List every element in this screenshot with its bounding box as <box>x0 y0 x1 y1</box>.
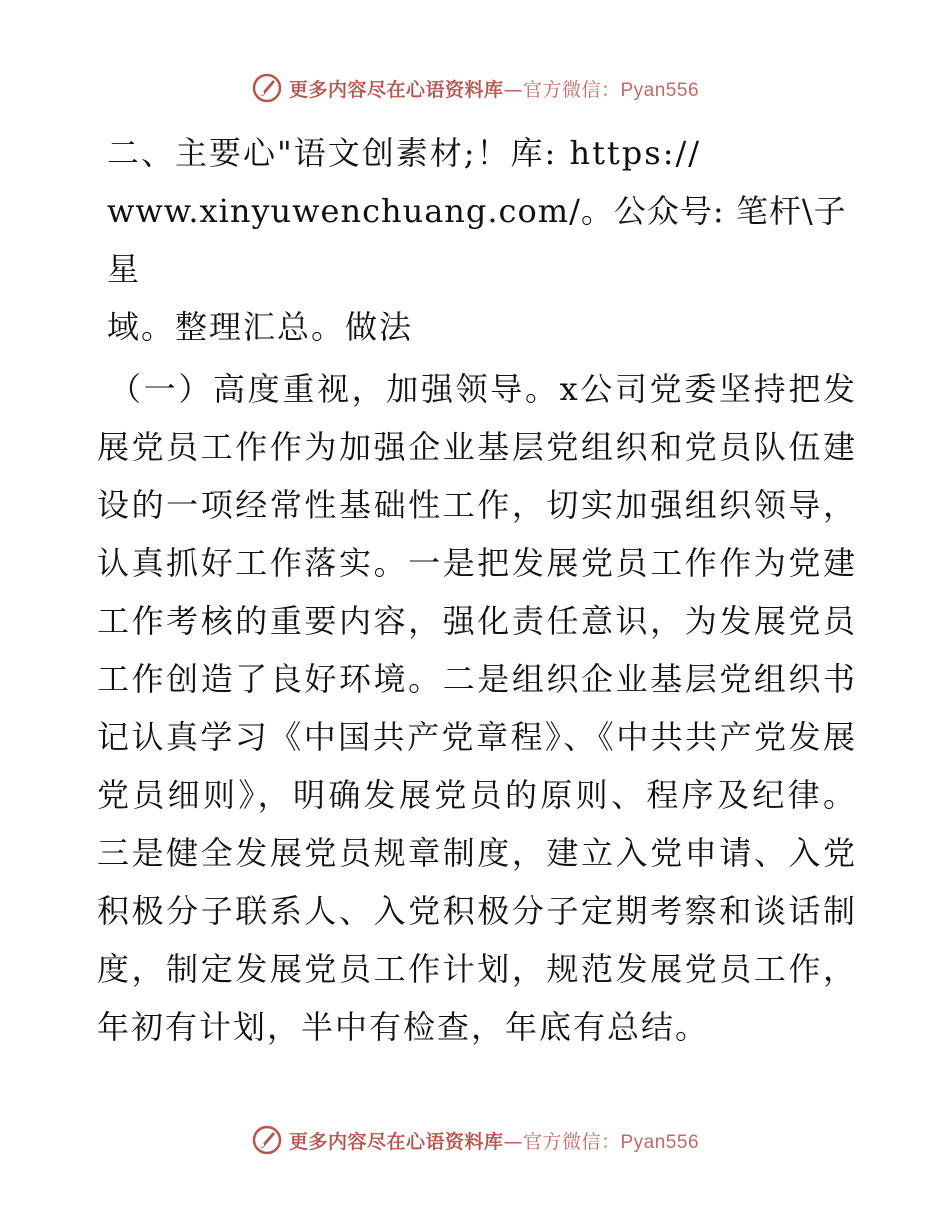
watermark-wechat: 官方微信：Pyan556 <box>523 79 700 101</box>
heading-line-3: 域。整理汇总。做法 <box>107 308 414 346</box>
document-body <box>97 124 857 1056</box>
watermark-main: 更多内容尽在心语资料库 <box>288 78 504 101</box>
heading-line-1: 二、主要心"语文创素材;！库: https:// <box>107 134 702 172</box>
watermark-banner-top <box>0 72 950 104</box>
watermark-dash: — <box>503 78 523 101</box>
watermark-banner-bottom <box>0 1124 950 1156</box>
quill-circle-icon <box>251 1124 283 1156</box>
section-heading <box>97 124 857 356</box>
watermark-wechat: 官方微信：Pyan556 <box>523 1131 700 1153</box>
watermark-dash: — <box>503 1130 523 1153</box>
watermark-main: 更多内容尽在心语资料库 <box>288 1130 504 1153</box>
quill-circle-icon <box>251 72 283 104</box>
watermark-text <box>289 1127 699 1154</box>
heading-line-2: www.xinyuwenchuang.com/。公众号: 笔杆\子星 <box>107 192 847 288</box>
body-paragraph: （一）高度重视，加强领导。x公司党委坚持把发展党员工作作为加强企业基层党组织和党员队伍建设的一项经常性基础性工作，切实加强组织领导，认真抓好工作落实。一是把发展党员工作作为党建工作考核的重要内容，强化责任意识，为发展党员工作创造了良好环境。二是组织企业基层党组织书记认真学习《中国共产党章程》、《中共共产党发展党员细则》，明确发展党员的原则、程序及纪律。三是健全发展党员规章制度，建立入党申请、入党积极分子联系人、入党积极分子定期考察和谈话制度，制定发展党员工作计划，规范发展党员工作，年初有计划，半中有检查，年底有总结。 <box>97 370 857 1046</box>
watermark-text <box>289 75 699 102</box>
